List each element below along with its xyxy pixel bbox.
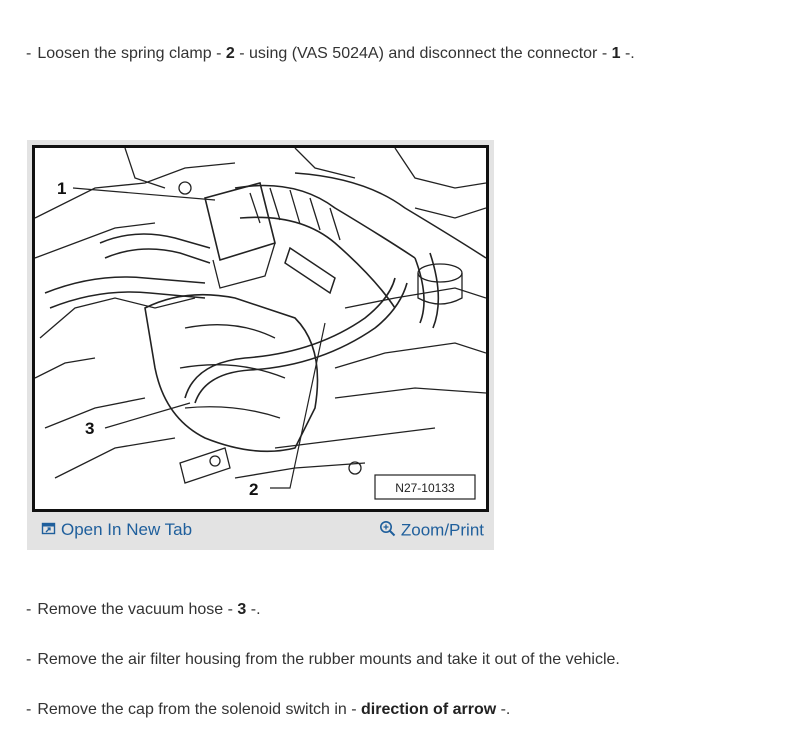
engine-line-drawing xyxy=(35,148,486,509)
open-in-new-tab-link[interactable]: Open In New Tab xyxy=(41,520,192,541)
figure-card xyxy=(27,140,494,550)
callout-3: 3 xyxy=(85,419,95,438)
callout-1: 1 xyxy=(57,179,67,198)
callout-2: 2 xyxy=(249,480,259,499)
step-3: - Remove the air filter housing from the rubber mounts and take it out of the vehicle. xyxy=(26,651,620,668)
step-4: - Remove the cap from the solenoid switch in - direction of arrow -. xyxy=(26,701,511,718)
open-new-tab-icon xyxy=(41,521,56,541)
zoom-print-link[interactable]: Zoom/Print xyxy=(379,520,484,542)
step-1: - Loosen the spring clamp - 2 - using (VAS 5024A) and disconnect the connector - 1 -. xyxy=(26,45,635,62)
step-2: - Remove the vacuum hose - 3 -. xyxy=(26,601,261,618)
figure-toolbar xyxy=(27,518,494,548)
figure-code: N27-10133 xyxy=(395,481,455,495)
zoom-magnifier-icon xyxy=(379,520,396,542)
engine-illustration[interactable] xyxy=(32,145,489,512)
